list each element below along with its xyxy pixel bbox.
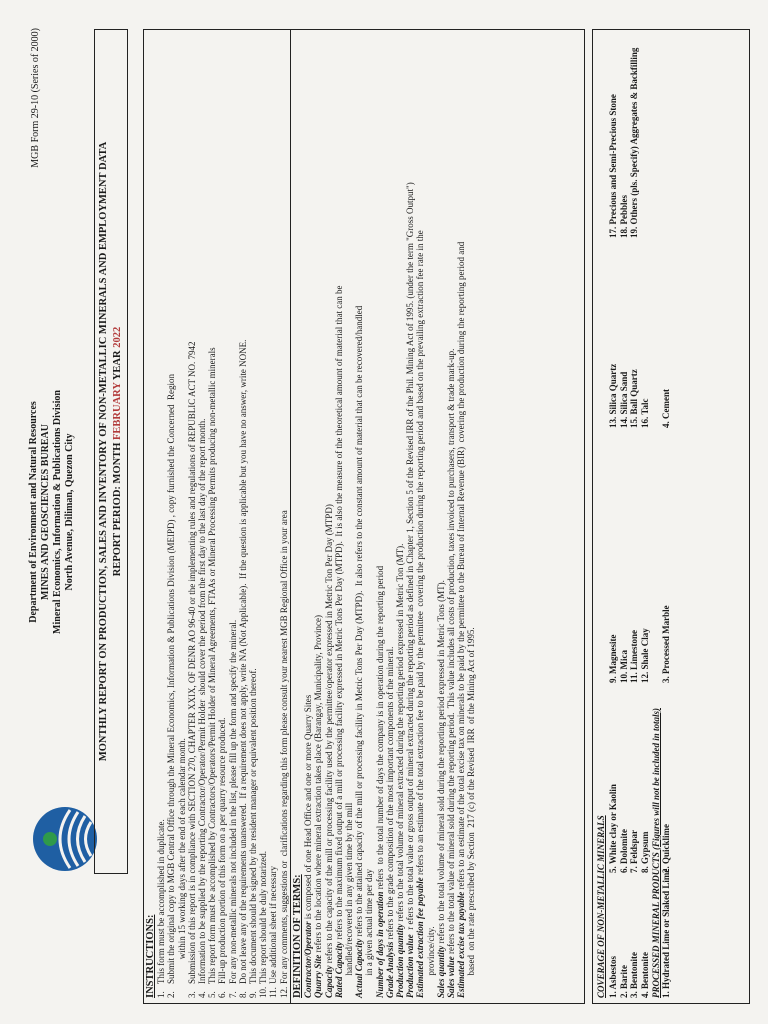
mineral-item: 19. Others (pls. Specify) Aggregates & Backfilling: [629, 47, 640, 238]
report-title-box: [94, 29, 128, 874]
definition-text: handled/recovered in any given time by the mill: [344, 802, 355, 998]
coverage-col-2: [608, 683, 650, 873]
mineral-item: 18. Pebbles: [618, 194, 629, 238]
agency-line-4: North Avenue, Diliman, Quezon City: [64, 433, 75, 591]
coverage-section: [596, 38, 672, 998]
mineral-item: 5. White clay or Kaolin: [608, 784, 619, 873]
instruction-item: [248, 38, 258, 998]
definition-term: Production value: [405, 934, 416, 998]
definition-text: refers to the location where mineral extraction takes place (Barangay, Municipality, Province): [313, 615, 324, 955]
report-period-year: 2022: [112, 326, 123, 348]
definition-term: Estimated excise tax payable: [456, 891, 467, 998]
instruction-item: [177, 38, 187, 998]
instructions-section: [146, 38, 289, 998]
report-period-year-label: YEAR: [112, 350, 123, 381]
instruction-number: 6.: [217, 991, 228, 998]
definition-term: Estimated extraction fee payable: [415, 877, 426, 998]
definition-text: refers to the total number of days the company is in operation during the reporting period: [374, 565, 385, 892]
instruction-number: 11.: [268, 987, 279, 998]
definition-item: [313, 38, 323, 998]
instruction-item: [156, 38, 166, 998]
definition-text: is composed of one Head Office and one or more Quarry Sites: [303, 694, 314, 922]
definition-text: r efers to the total value or gross output of mineral extracted during the reporting period as defined in Chapter 1, Section 5 of the Revised IRR of the Phil. Mining Act of 1995. (under the term "Gross Output"): [405, 182, 416, 935]
mineral-item: 16. Talc: [639, 398, 650, 428]
definition-item: [446, 38, 456, 998]
definition-text: refers to the capacity of the mill or processing facility used by the permittee/operator expressed in Metric Ton Per Day (MTPD): [323, 504, 334, 966]
report-period-label: REPORT PERIOD: MONTH: [112, 442, 123, 577]
definition-item: [324, 38, 334, 998]
instruction-text: Information to be supplied by the reporting Contractor/Operator/Permit Holder should cover the period from the first day to the last day of the report month.: [197, 418, 208, 984]
definition-term: Capacity: [323, 965, 334, 998]
instruction-number: 2.: [166, 991, 177, 998]
agency-line-3: Mineral Economics, Information & Publications Division: [52, 390, 63, 634]
definition-term: Sales quantity: [435, 945, 446, 998]
instruction-text: Use additional sheet if necessary: [268, 866, 279, 984]
form-number: MGB Form 29-10 (Series of 2000): [30, 28, 41, 168]
coverage-col-3: [608, 428, 650, 683]
instruction-item: [197, 38, 207, 998]
instruction-text: This report form must be accomplished by Contractors/Operators/Permit Holder of Mineral Agreements, FTAAs or Mineral Processing Permits producing non-metallic minerals: [207, 347, 218, 984]
instruction-text: This document should be signed by the resident manager or equivalent position thereof.: [248, 668, 259, 984]
mineral-item: 7. Feldspar: [629, 829, 640, 873]
definition-term: Actual Capacity: [354, 938, 365, 998]
mineral-item: 9. Magnesite: [608, 634, 619, 683]
coverage-heading: COVERAGE OF NON-METALLIC MINERALS: [596, 815, 606, 998]
instruction-text: Submit the original copy to MGB Central Office through the Mineral Economics, Information & Publications Division (MEIPD) , copy furnished the Concerned Region: [166, 374, 177, 984]
instruction-text: This report should be duly notarized.: [258, 851, 269, 984]
definition-text: refers to the total volume of mineral extracted during the reporting period expressed in Metric Ton (MT).: [395, 543, 406, 924]
definition-item: [303, 38, 313, 998]
definition-item: [375, 38, 385, 998]
instruction-item: [166, 38, 176, 998]
definition-term: Contractor/Operator: [303, 921, 314, 998]
definition-item: [466, 38, 476, 998]
definition-item: [405, 38, 415, 998]
definitions-heading: DEFINITION OF TERMS:: [292, 874, 303, 998]
instruction-text: For any non-metallic minerals not included in the list, please fill up the form and specify the mineral.: [227, 619, 238, 984]
report-period: [111, 30, 125, 873]
instruction-item: [228, 38, 238, 998]
definition-item: [415, 38, 425, 998]
mineral-item: 13. Silica Quartz: [608, 363, 619, 428]
mineral-item: 14. Silica Sand: [618, 371, 629, 428]
mineral-item: 11. Limestone: [629, 630, 640, 683]
processed-item: 2. Quicklime: [661, 824, 672, 873]
mineral-item: 4. Bentonite: [639, 952, 650, 998]
definition-item: [334, 38, 344, 998]
coverage-col-1: [608, 873, 650, 998]
instruction-text: within 15 working days after the end of each calendar month.: [176, 738, 187, 984]
instructions-heading: INSTRUCTIONS:: [145, 914, 156, 998]
report-period-month: FEBRUARY: [112, 382, 123, 440]
definition-text: in a given actual time per day: [364, 869, 375, 998]
agency-header: [28, 0, 76, 1024]
processed-item: 1. Hydrated Lime or Slaked Lime: [661, 868, 672, 998]
definition-item: [456, 38, 466, 998]
definition-term: Number of days in operation: [374, 891, 385, 998]
definition-term: Grade Analysis: [384, 941, 395, 998]
instruction-number: 5.: [207, 991, 218, 998]
definitions-section: [293, 38, 477, 998]
coverage-columns: [608, 38, 650, 998]
agency-line-2: MINES AND GEOSCIENCES BUREAU: [40, 424, 51, 600]
instruction-number: 8.: [237, 991, 248, 998]
instruction-number: 1.: [156, 991, 167, 998]
mineral-item: 3. Bentonite: [629, 952, 640, 998]
coverage-col-5: [608, 48, 650, 238]
instruction-text: Do not leave any of the requirements unanswered. If a requirement does not apply, write NA (Not Applicable). If the question is applicable but you have no answer, write NONE.: [237, 339, 248, 984]
instruction-number: [177, 984, 187, 998]
instruction-item: [238, 38, 248, 998]
instruction-number: 12.: [278, 986, 289, 998]
definition-term: Production quantity: [395, 923, 406, 998]
mineral-item: 17. Precious and Semi-Precious Stone: [608, 94, 619, 238]
definition-text: refers to the maximum fixed output of a mill or processing facility expressed in Metric Tons Per Day (MTPD). It is also the measure of the theoretical amount of material that can be: [333, 285, 344, 942]
instruction-number: 3.: [186, 991, 197, 998]
definition-term: Quarry Site: [313, 954, 324, 998]
definition-item: [436, 38, 446, 998]
agency-line-1: Department of Environment and Natural Resources: [28, 401, 39, 623]
definition-text: refers to the total value of mineral sold during the reporting period. This value includes all costs of production, taxes invoiced to purchasers, transport & trade mark-up.: [446, 348, 457, 957]
instruction-text: For any comments, suggestions or clarifications regarding this form please consult your nearest MGB Regional Office in your area: [278, 510, 289, 984]
definition-text: refers to the grade composition of the most important components of the mineral.: [384, 646, 395, 942]
definition-text: refers to the attained capacity of the mill or processing facility in Metric Tons Per Day (MTPD). It also refers to the constant amount of material that can be recovered/handled: [354, 305, 365, 939]
instruction-text: This form must be accomplished in duplicate.: [156, 819, 167, 984]
definition-term: Rated Capacity: [333, 941, 344, 998]
definition-text: refers to the total volume of mineral sold during the reporting period expressed in Metric Tons (MT).: [435, 580, 446, 946]
mineral-item: 15. Ball Quartz: [629, 369, 640, 428]
instruction-item: [187, 38, 197, 998]
coverage-col-4: [608, 238, 650, 428]
mineral-item: 10. Mica: [618, 650, 629, 683]
processed-products-row: [661, 38, 671, 998]
definition-text: refers to an estimate of the total excise tax on minerals to be paid by the permittee to the Bureau of Internal Revenue (BIR) covering the production during the reporting period and: [456, 241, 467, 892]
processed-item: 4. Cement: [661, 389, 672, 428]
definition-item: [426, 38, 436, 998]
definition-term: Sales value: [446, 956, 457, 998]
definition-text: province/city.: [425, 926, 436, 998]
mineral-item: 12. Shale Clay: [639, 628, 650, 683]
instruction-number: 7.: [227, 991, 238, 998]
mineral-item: 1. Asbestos: [608, 955, 619, 998]
instruction-number: 4.: [197, 991, 208, 998]
processed-item: 3. Processed Marble: [661, 605, 672, 683]
instruction-item: [279, 38, 289, 998]
section-divider: [290, 29, 291, 1004]
definition-item: [364, 38, 374, 998]
mineral-item: 8. Gypsum: [639, 831, 650, 873]
definition-text: based on the rate prescribed by Section 217 (c) of the Revised IRR of the Mining Act of 1995.: [466, 627, 477, 998]
mineral-item: 6. Dolomite: [618, 829, 629, 873]
definition-text: refers to an estimate of the total extraction fee to be paid by the permittee covering the production during the reporting period and based on the prevailing extraction fee rate in the: [415, 230, 426, 878]
instruction-text: Fill-up production portion of this form on a per quarry resource produced.: [217, 717, 228, 984]
definition-item: [344, 38, 354, 998]
definition-item: [395, 38, 405, 998]
definition-item: [385, 38, 395, 998]
instruction-number: 10.: [258, 986, 269, 998]
instruction-item: [268, 38, 278, 998]
report-title: MONTHLY REPORT ON PRODUCTION, SALES AND INVENTORY OF NON-METALLIC MINERALS AND EMPLOYMENT DATA: [98, 141, 109, 762]
instruction-number: 9.: [248, 991, 259, 998]
definition-item: [354, 38, 364, 998]
processed-heading: PROCESSED MINERAL PRODUCTS (Figures will not be included in totals): [651, 708, 662, 998]
mineral-item: 2. Barite: [618, 965, 629, 998]
instruction-item: [207, 38, 217, 998]
instruction-item: [217, 38, 227, 998]
instruction-text: Submission of this report is in compliance with SECTION 270, CHAPTER XXIX, OF DENR AO 96-40 or the implementing rules and regulations of REPUBLIC ACT NO. 7942: [186, 341, 197, 984]
instruction-item: [258, 38, 268, 998]
